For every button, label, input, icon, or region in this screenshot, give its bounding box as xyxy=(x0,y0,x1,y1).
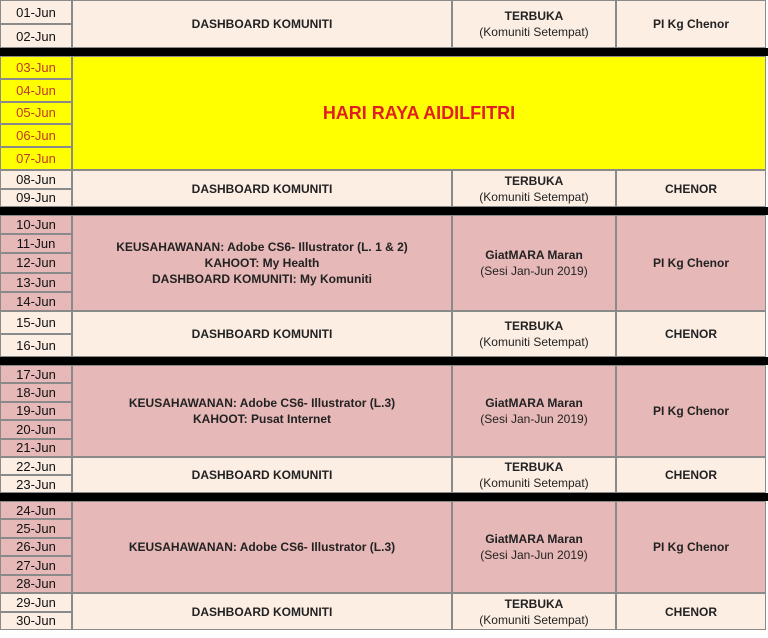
week-separator xyxy=(0,48,768,56)
date-cell: 18-Jun xyxy=(0,383,72,401)
activity-line: DASHBOARD KOMUNITI xyxy=(191,327,333,341)
activity-cell xyxy=(72,365,452,457)
venue-subtitle: (Komuniti Setempat) xyxy=(479,189,589,204)
venue-subtitle: (Komuniti Setempat) xyxy=(479,476,589,490)
venue-title: TERBUKA xyxy=(504,173,564,188)
venue-subtitle: (Komuniti Setempat) xyxy=(479,612,589,627)
date-cell: 10-Jun xyxy=(0,215,72,234)
venue-cell xyxy=(452,593,616,630)
date-cell: 06-Jun xyxy=(0,124,72,147)
date-cell: 01-Jun xyxy=(0,0,72,24)
activity-line: DASHBOARD KOMUNITI: My Komuniti xyxy=(152,272,372,286)
venue-cell xyxy=(452,0,616,48)
activity-cell xyxy=(72,501,452,593)
location-cell: CHENOR xyxy=(616,311,766,357)
venue-title: TERBUKA xyxy=(504,319,564,333)
date-cell: 23-Jun xyxy=(0,475,72,493)
venue-title: GiatMARA Maran xyxy=(485,532,583,546)
holiday-banner: HARI RAYA AIDILFITRI xyxy=(72,56,766,170)
week-separator xyxy=(0,207,768,215)
venue-subtitle: (Sesi Jan-Jun 2019) xyxy=(480,412,588,426)
date-cell: 12-Jun xyxy=(0,253,72,272)
venue-cell xyxy=(452,457,616,493)
activity-line: KAHOOT: Pusat Internet xyxy=(192,412,331,426)
date-cell: 05-Jun xyxy=(0,102,72,125)
date-cell: 04-Jun xyxy=(0,79,72,102)
activity-line: DASHBOARD KOMUNITI xyxy=(191,468,333,482)
date-cell: 28-Jun xyxy=(0,575,72,593)
venue-subtitle: (Komuniti Setempat) xyxy=(479,25,589,39)
activity-line: KAHOOT: My Health xyxy=(204,256,320,270)
date-cell: 17-Jun xyxy=(0,365,72,383)
date-cell: 02-Jun xyxy=(0,24,72,48)
activity-line: KEUSAHAWANAN: Adobe CS6- Illustrator (L.3) xyxy=(128,540,396,554)
activity-cell xyxy=(72,0,452,48)
date-cell: 19-Jun xyxy=(0,402,72,420)
venue-cell xyxy=(452,215,616,311)
location-cell: CHENOR xyxy=(616,457,766,493)
location-cell: CHENOR xyxy=(616,170,766,207)
activity-line: DASHBOARD KOMUNITI xyxy=(191,604,333,619)
location-cell: CHENOR xyxy=(616,593,766,630)
date-cell: 16-Jun xyxy=(0,334,72,357)
date-cell: 15-Jun xyxy=(0,311,72,334)
location-cell: PI Kg Chenor xyxy=(616,365,766,457)
venue-subtitle: (Komuniti Setempat) xyxy=(479,335,589,349)
activity-cell xyxy=(72,593,452,630)
date-cell: 22-Jun xyxy=(0,457,72,475)
date-cell: 24-Jun xyxy=(0,501,72,519)
venue-title: TERBUKA xyxy=(504,460,564,474)
venue-title: GiatMARA Maran xyxy=(485,248,583,262)
venue-cell xyxy=(452,170,616,207)
activity-cell xyxy=(72,311,452,357)
venue-title: TERBUKA xyxy=(504,9,564,23)
location-cell: PI Kg Chenor xyxy=(616,501,766,593)
activity-line: DASHBOARD KOMUNITI xyxy=(191,181,333,196)
location-cell: PI Kg Chenor xyxy=(616,0,766,48)
activity-line: KEUSAHAWANAN: Adobe CS6- Illustrator (L. 1 & 2) xyxy=(116,240,408,254)
venue-cell xyxy=(452,501,616,593)
date-cell: 09-Jun xyxy=(0,189,72,208)
date-cell: 25-Jun xyxy=(0,519,72,537)
date-cell: 30-Jun xyxy=(0,612,72,631)
week-separator xyxy=(0,493,768,501)
date-cell: 14-Jun xyxy=(0,292,72,311)
venue-subtitle: (Sesi Jan-Jun 2019) xyxy=(480,264,588,278)
date-cell: 07-Jun xyxy=(0,147,72,170)
venue-title: TERBUKA xyxy=(504,596,564,611)
activity-cell xyxy=(72,215,452,311)
activity-cell xyxy=(72,170,452,207)
date-cell: 29-Jun xyxy=(0,593,72,612)
date-cell: 13-Jun xyxy=(0,273,72,292)
location-cell: PI Kg Chenor xyxy=(616,215,766,311)
date-cell: 21-Jun xyxy=(0,439,72,457)
venue-title: GiatMARA Maran xyxy=(485,396,583,410)
date-cell: 27-Jun xyxy=(0,556,72,574)
venue-cell xyxy=(452,311,616,357)
activity-line: KEUSAHAWANAN: Adobe CS6- Illustrator (L.3) xyxy=(128,396,396,410)
date-cell: 20-Jun xyxy=(0,420,72,438)
activity-cell xyxy=(72,457,452,493)
venue-subtitle: (Sesi Jan-Jun 2019) xyxy=(480,548,588,562)
date-cell: 26-Jun xyxy=(0,538,72,556)
activity-line: DASHBOARD KOMUNITI xyxy=(191,17,333,31)
venue-cell xyxy=(452,365,616,457)
date-cell: 03-Jun xyxy=(0,56,72,79)
date-cell: 11-Jun xyxy=(0,234,72,253)
week-separator xyxy=(0,357,768,365)
date-cell: 08-Jun xyxy=(0,170,72,189)
